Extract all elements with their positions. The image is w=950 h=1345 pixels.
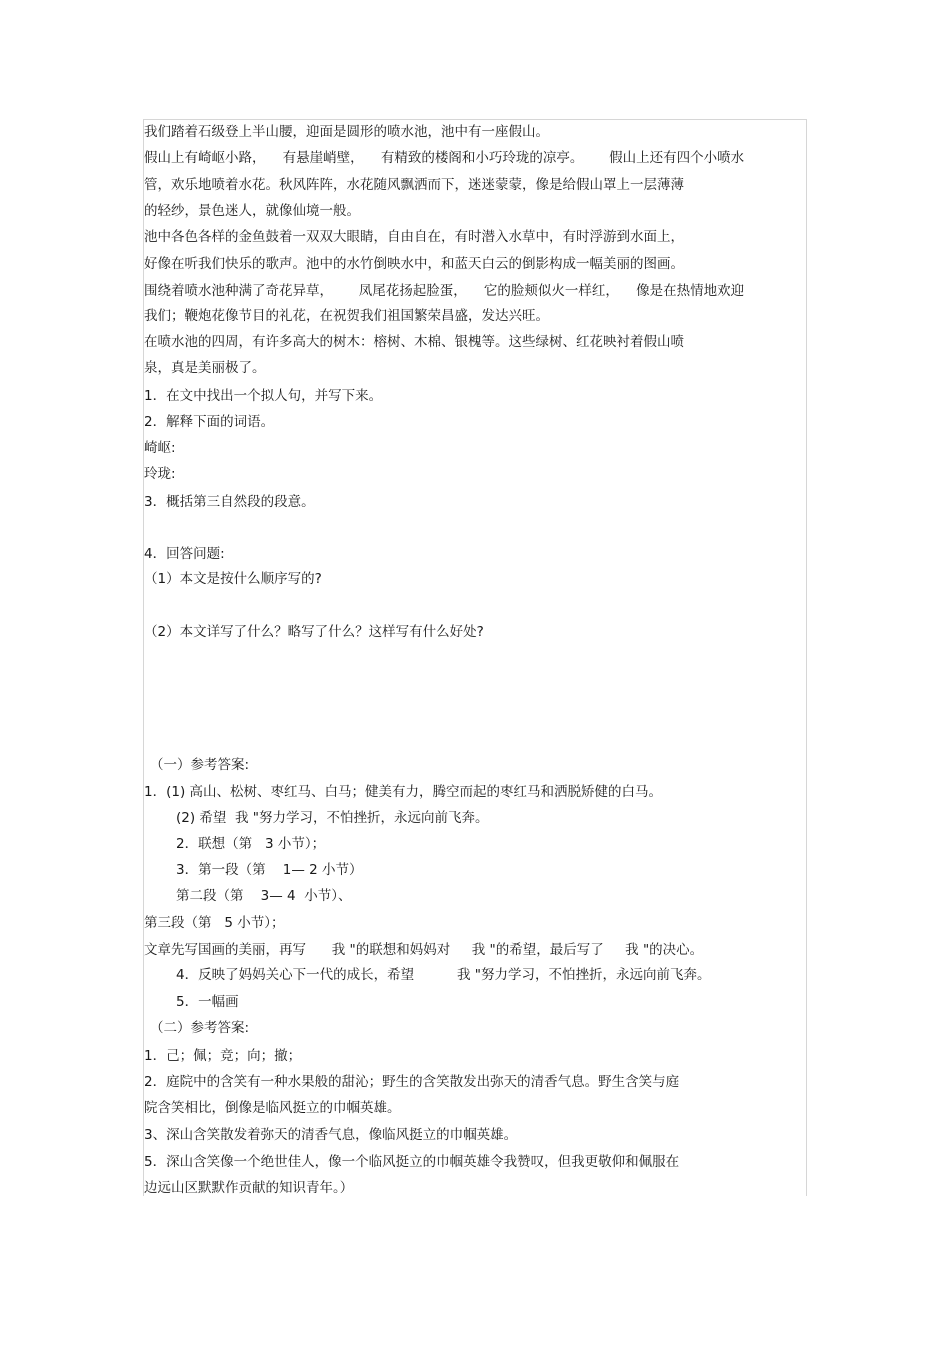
word-qiqu: 崎岖: [144, 440, 176, 456]
passage-line: 池中各色各样的金鱼鼓着一双双大眼睛，自由自在，有时潜入水草中，有时浮游到水面上， [144, 229, 684, 245]
passage-line: 假山上有崎岖小路， 有悬崖峭壁， 有精致的楼阁和小巧玲珑的凉亭。 假山上还有四个小喷水 [144, 150, 745, 166]
answer-line: 边远山区默默作贡献的知识青年。） [144, 1180, 354, 1196]
page-frame-top [143, 119, 806, 120]
page-frame-left [143, 119, 144, 1196]
answer-line: (2) 希望 我 "努力学习，不怕挫折，永远向前飞奔。 [176, 810, 489, 826]
question-4-part-1: （1）本文是按什么顺序写的? [144, 571, 322, 587]
page-frame-right [806, 119, 807, 1196]
answer-line: 3、深山含笑散发着弥天的清香气息，像临风挺立的巾帼英雄。 [144, 1127, 518, 1143]
passage-line: 我们踏着石级登上半山腰，迎面是圆形的喷水池，池中有一座假山。 [144, 124, 549, 140]
question-4: 4．回答问题: [144, 546, 225, 562]
passage-line: 围绕着喷水池种满了奇花异草， 凤尾花扬起脸蛋， 它的脸颊似火一样红， 像是在热情地欢迎 [144, 283, 745, 299]
answer-line: 3．第一段（第 1— 2 小节） [176, 862, 363, 878]
answer-line: 第三段（第 5 小节）； [144, 915, 285, 931]
answer-line: 2．庭院中的含笑有一种水果般的甜沁；野生的含笑散发出弥天的清香气息。野生含笑与庭 [144, 1074, 680, 1090]
answer-line: 文章先写国画的美丽，再写 我 "的联想和妈妈对 我 "的希望，最后写了 我 "的决心。 [144, 942, 704, 958]
passage-line: 泉，真是美丽极了。 [144, 360, 266, 376]
answer-line: 4．反映了妈妈关心下一代的成长，希望 我 "努力学习，不怕挫折，永远向前飞奔。 [176, 967, 711, 983]
answer-line: 2．联想（第 3 小节）； [176, 836, 326, 852]
question-3: 3．概括第三自然段的段意。 [144, 494, 315, 510]
answer-line: 5．深山含笑像一个绝世佳人，像一个临风挺立的巾帼英雄令我赞叹，但我更敬仰和佩服在 [144, 1154, 680, 1170]
question-4-part-2: （2）本文详写了什么？略写了什么？这样写有什么好处? [144, 624, 484, 640]
passage-line: 的轻纱，景色迷人，就像仙境一般。 [144, 203, 360, 219]
answer-line: 1．(1) 高山、松树、枣红马、白马；健美有力，腾空而起的枣红马和洒脱矫健的白马。 [144, 784, 663, 800]
answer-line: 5．一幅画 [176, 994, 239, 1010]
answer-line: 1．己；佩；竞；向；撤； [144, 1048, 302, 1064]
answer-line: 院含笑相比，倒像是临风挺立的巾帼英雄。 [144, 1100, 401, 1116]
answer-line: 第二段（第 3— 4 小节）、 [176, 888, 352, 904]
question-2: 2．解释下面的词语。 [144, 414, 275, 430]
answers-1-heading: （一）参考答案: [150, 757, 250, 773]
passage-line: 我们；鞭炮花像节目的礼花，在祝贺我们祖国繁荣昌盛，发达兴旺。 [144, 308, 549, 324]
question-1: 1．在文中找出一个拟人句，并写下来。 [144, 388, 383, 404]
passage-line: 管，欢乐地喷着水花。秋风阵阵，水花随风飘洒而下，迷迷蒙蒙，像是给假山罩上一层薄薄 [144, 177, 684, 193]
answers-2-heading: （二）参考答案: [150, 1020, 250, 1036]
word-linglong: 玲珑: [144, 466, 176, 482]
passage-line: 好像在听我们快乐的歌声。池中的水竹倒映水中，和蓝天白云的倒影构成一幅美丽的图画。 [144, 256, 684, 272]
passage-line: 在喷水池的四周，有许多高大的树木：榕树、木棉、银槐等。这些绿树、红花映衬着假山喷 [144, 334, 684, 350]
